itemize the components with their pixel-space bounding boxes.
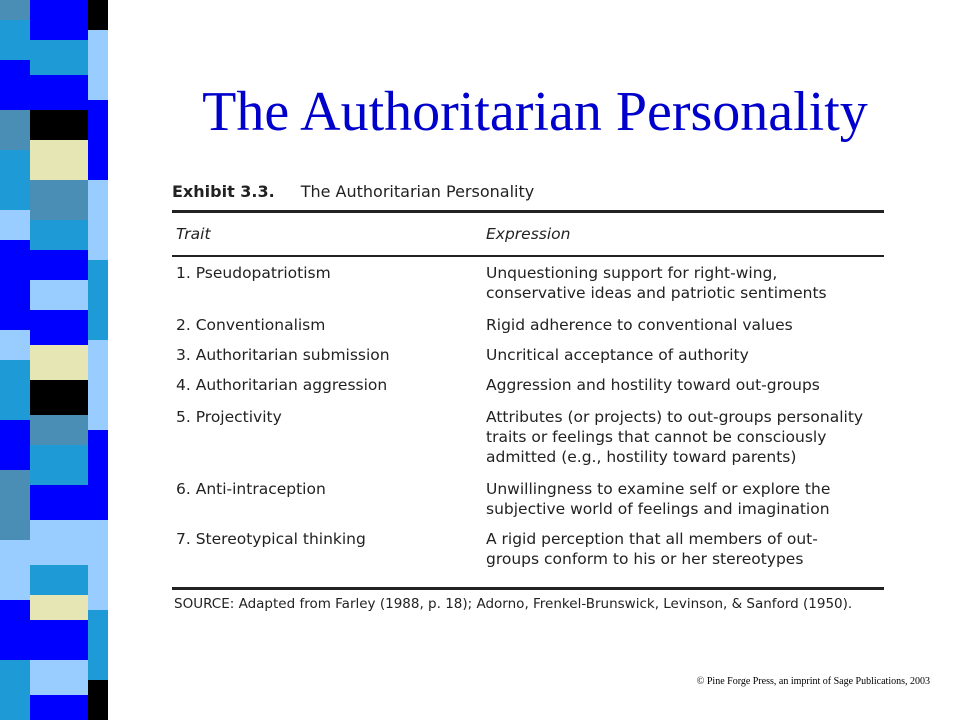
table-row [172, 479, 884, 519]
stripe-segment [88, 520, 108, 610]
expression-cell: A rigid perception that all members of out- groups conform to his or her stereotypes [486, 529, 818, 568]
expression-cell: Unquestioning support for right-wing, conservative ideas and patriotic sentiments [486, 263, 827, 302]
table-row [172, 407, 884, 467]
stripe-segment [30, 250, 88, 280]
header-rule [172, 255, 884, 257]
stripe-segment [88, 0, 108, 30]
table-row [172, 529, 884, 569]
stripe-segment [0, 110, 30, 150]
table-body [172, 263, 884, 569]
header-expression: Expression [486, 225, 571, 243]
stripe-segment [0, 20, 30, 60]
stripe-segment [88, 680, 108, 720]
stripe-segment [30, 0, 88, 40]
trait-cell: 2. Conventionalism [176, 315, 326, 334]
stripe-segment [30, 380, 88, 415]
decorative-stripe [0, 0, 108, 720]
stripe-segment [88, 30, 108, 100]
stripe-segment [30, 595, 88, 620]
stripe-segment [0, 360, 30, 420]
exhibit-table [172, 178, 884, 612]
stripe-segment [30, 280, 88, 310]
exhibit-caption [172, 178, 884, 206]
trait-cell: 4. Authoritarian aggression [176, 375, 388, 394]
stripe-segment [88, 180, 108, 260]
stripe-segment [30, 485, 88, 520]
exhibit-caption-text: The Authoritarian Personality [300, 182, 535, 201]
stripe-segment [0, 540, 30, 600]
stripe-segment [0, 470, 30, 540]
stripe-segment [0, 60, 30, 110]
stripe-segment [0, 150, 30, 210]
stripe-segment [30, 620, 88, 660]
stripe-segment [30, 695, 88, 720]
stripe-segment [0, 240, 30, 330]
stripe-column-main [30, 0, 88, 720]
table-row [172, 263, 884, 303]
stripe-segment [0, 0, 30, 20]
stripe-segment [30, 415, 88, 445]
expression-cell: Uncritical acceptance of authority [486, 345, 749, 364]
trait-cell: 3. Authoritarian submission [176, 345, 390, 364]
stripe-segment [30, 75, 88, 110]
trait-cell: 5. Projectivity [176, 407, 282, 426]
stripe-segment [30, 220, 88, 250]
trait-cell: 7. Stereotypical thinking [176, 529, 366, 548]
stripe-column-right [88, 0, 108, 720]
stripe-segment [0, 660, 30, 720]
stripe-segment [30, 110, 88, 140]
expression-cell: Unwillingness to examine self or explore the subjective world of feelings and imagination [486, 479, 831, 518]
stripe-segment [0, 210, 30, 240]
expression-cell: Rigid adherence to conventional values [486, 315, 793, 334]
stripe-segment [30, 520, 88, 565]
expression-cell: Attributes (or projects) to out-groups personality traits or feelings that cannot be consciously admitted (e.g., hostility toward parents) [486, 407, 864, 466]
stripe-segment [30, 660, 88, 695]
table-row [172, 315, 884, 335]
stripe-segment [30, 140, 88, 180]
source-note: SOURCE: Adapted from Farley (1988, p. 18); Adorno, Frenkel-Brunswick, Levinson, & Sanford (1950). [174, 595, 853, 612]
stripe-segment [30, 40, 88, 75]
stripe-column-left [0, 0, 30, 720]
stripe-segment [30, 310, 88, 345]
stripe-segment [88, 100, 108, 180]
stripe-segment [30, 345, 88, 380]
stripe-segment [88, 260, 108, 340]
exhibit-number: Exhibit 3.3. [172, 182, 275, 201]
stripe-segment [30, 180, 88, 220]
header-trait: Trait [176, 225, 211, 243]
stripe-segment [30, 445, 88, 485]
stripe-segment [30, 565, 88, 595]
stripe-segment [0, 600, 30, 660]
stripe-segment [0, 330, 30, 360]
copyright-notice: © Pine Forge Press, an imprint of Sage Publications, 2003 [696, 676, 930, 687]
trait-cell: 1. Pseudopatriotism [176, 263, 331, 282]
slide-title: The Authoritarian Personality [202, 81, 868, 143]
table-row [172, 345, 884, 365]
stripe-segment [88, 610, 108, 680]
table-header [172, 213, 884, 255]
stripe-segment [88, 430, 108, 520]
stripe-segment [0, 420, 30, 470]
expression-cell: Aggression and hostility toward out-groups [486, 375, 820, 394]
table-row [172, 375, 884, 395]
stripe-segment [88, 340, 108, 430]
bottom-rule [172, 587, 884, 590]
trait-cell: 6. Anti-intraception [176, 479, 326, 498]
